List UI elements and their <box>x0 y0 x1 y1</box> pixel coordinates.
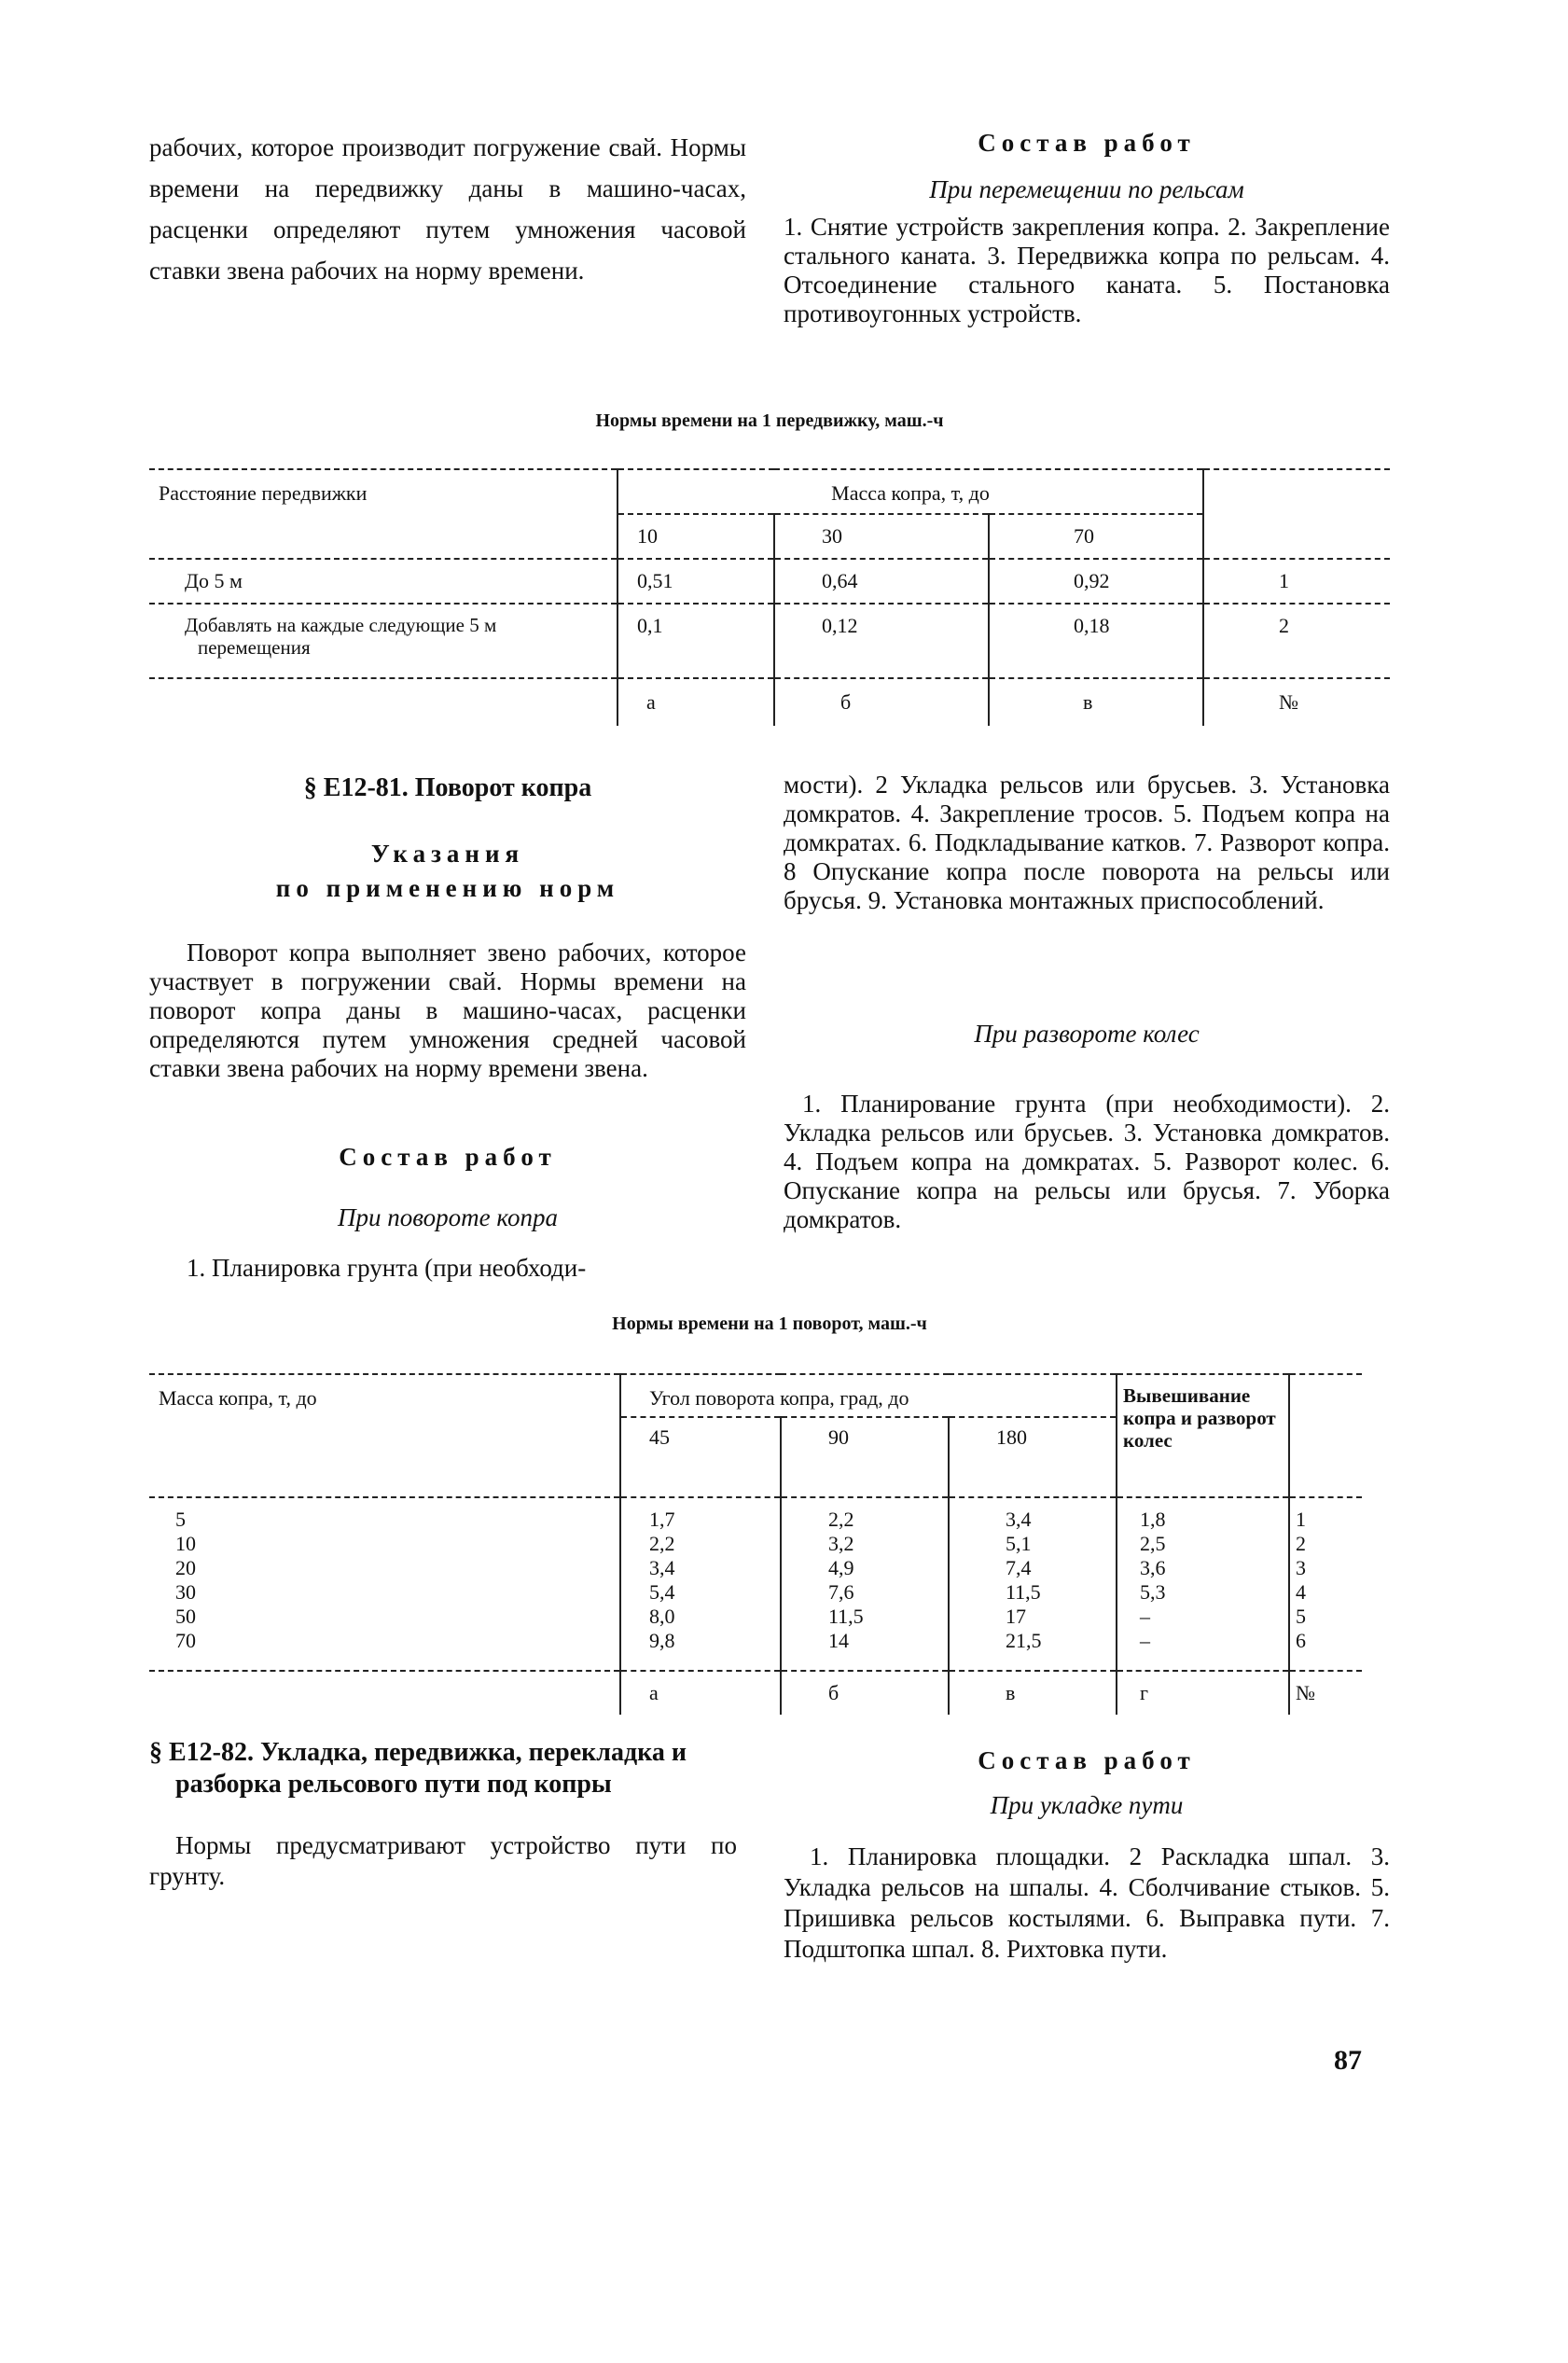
table2-mass-cell <box>149 1497 620 1671</box>
table2-cell: 11,5 <box>828 1605 864 1628</box>
table1-footer-no: № <box>1203 678 1390 726</box>
table2-cell: 1,7 <box>649 1508 675 1531</box>
table2-footer-d: г <box>1117 1671 1289 1715</box>
table2-cell: – <box>1140 1605 1150 1628</box>
table2-cell: 6 <box>1296 1629 1306 1652</box>
table2-cell: 4 <box>1296 1580 1306 1604</box>
table2-cell: 3,4 <box>649 1556 675 1579</box>
table2-cell: 3 <box>1296 1556 1306 1579</box>
section82-text: Нормы предусматривают устройство пути по грунту. <box>149 1831 737 1890</box>
table1-row2-a: 0,1 <box>617 604 774 678</box>
table1-footer-a: а <box>617 678 774 726</box>
table2-mass: 5 <box>175 1508 186 1531</box>
table1-row2-c: 0,18 <box>989 604 1203 678</box>
table2-footer-row <box>149 1671 1362 1715</box>
section82-heading: Состав работ <box>978 1746 1196 1774</box>
table2-header-mass: Масса копра, т, до <box>149 1374 620 1497</box>
col1-top-paragraph: рабочих, которое производит погружение свай. Нормы времени на передвижку даны в машино-часах, расценки определяют путем умножения часовой ставки звена рабочих на норму времени. <box>149 133 746 285</box>
table1-row1-a: 0,51 <box>617 559 774 604</box>
table1-row1-b: 0,64 <box>774 559 989 604</box>
page-number: 87 <box>1334 2045 1362 2076</box>
table2-header-angle: Угол поворота копра, град, до <box>620 1374 1117 1417</box>
table2-cell: 8,0 <box>649 1605 675 1628</box>
table2-cell: 14 <box>828 1629 849 1652</box>
table1-header-mass: Масса копра, т, до <box>617 469 1203 514</box>
section81-text2: 1. Планирование грунта (при необходимости). 2. Укладка рельсов или брусьев. 3. Установка домкратов. 4. Подъем копра на домкратах. 5. Разворот колес. 6. Опускание копра на рельсы или брусья. 7. Уборка домкратов. <box>784 1090 1390 1233</box>
table2-col45 <box>620 1497 781 1671</box>
table2-cell: 7,6 <box>828 1580 854 1604</box>
table2-cell: 2,5 <box>1140 1532 1166 1555</box>
table1-row1-label: До 5 м <box>149 559 617 604</box>
table1-mass-10: 10 <box>617 514 774 559</box>
table1-row2-label: Добавлять на каждые следующие 5 м перемещения <box>149 604 617 678</box>
section82-list: 1. Планировка площадки. 2 Раскладка шпал. 3. Укладка рельсов на шпалы. 4. Сболчивание стыков. 5. Пришивка рельсов костылями. 6. Выправка пути. 7. Подштопка шпал. 8. Рихтовка пути. <box>784 1842 1390 1963</box>
top-right-text: 1. Снятие устройств закрепления копра. 2. Закрепление стального каната. 3. Передвижка копра по рельсам. 4. Отсоединение стального каната. 5. Постановка противоугонных устройств. <box>784 213 1390 327</box>
section81-subheading: При повороте копра <box>338 1203 558 1231</box>
table2-cell: 9,8 <box>649 1629 675 1652</box>
table1-caption: Нормы времени на 1 передвижку, маш.-ч <box>595 410 944 431</box>
table2-mass: 50 <box>175 1605 196 1628</box>
table2-col180 <box>949 1497 1117 1671</box>
table2-header-row <box>149 1374 1362 1417</box>
section81-guide-line1: Указания <box>370 840 525 868</box>
table2-footer-b: б <box>781 1671 949 1715</box>
table2-cell: 5,1 <box>1006 1532 1032 1555</box>
table-row <box>149 604 1390 678</box>
table1 <box>149 468 1390 726</box>
table1-mass-30: 30 <box>774 514 989 559</box>
table2-col90 <box>781 1497 949 1671</box>
table2-cell: – <box>1140 1629 1150 1652</box>
section81-text-start: 1. Планировка грунта (при необходи- <box>187 1254 587 1282</box>
table2-cell: 1 <box>1296 1508 1306 1531</box>
section81-guide-line2: по применению норм <box>275 874 620 902</box>
table2-cell: 2,2 <box>649 1532 675 1555</box>
table2-body-row <box>149 1497 1362 1671</box>
table1-mass-70: 70 <box>989 514 1203 559</box>
table2-mass: 10 <box>175 1532 196 1555</box>
table2-cell: 21,5 <box>1006 1629 1042 1652</box>
table2-cell: 5 <box>1296 1605 1306 1628</box>
table2-footer-c: в <box>949 1671 1117 1715</box>
table-row <box>149 559 1390 604</box>
table2-cell: 5,3 <box>1140 1580 1166 1604</box>
section81-guide-text: Поворот копра выполняет звено рабочих, которое участвует в погружении свай. Нормы времени на поворот копра даны в машино-часах, расценки определяются путем умножения средней часовой ставки звена рабочих на норму времени звена. <box>149 938 746 1082</box>
section82-title: § Е12-82. Укладка, передвижка, перекладка и разборка рельсового пути под копры <box>149 1738 687 1799</box>
table2 <box>149 1373 1362 1715</box>
table2-footer-a: а <box>620 1671 781 1715</box>
table2-colwheel <box>1117 1497 1289 1671</box>
table1-header-distance: Расстояние передвижки <box>149 469 617 559</box>
table2-cell: 7,4 <box>1006 1556 1032 1579</box>
table2-cell: 11,5 <box>1006 1580 1041 1604</box>
table1-footer-row <box>149 678 1390 726</box>
table2-mass: 20 <box>175 1556 196 1579</box>
table2-mass: 30 <box>175 1580 196 1604</box>
table1-footer-b: б <box>774 678 989 726</box>
section81-heading: Состав работ <box>339 1143 557 1171</box>
section81-sub2: При развороте колес <box>974 1020 1200 1048</box>
table1-row1-num: 1 <box>1203 559 1390 604</box>
table1-row2-num: 2 <box>1203 604 1390 678</box>
table1-row1-c: 0,92 <box>989 559 1203 604</box>
table2-cell: 1,8 <box>1140 1508 1166 1531</box>
section82-subheading: При укладке пути <box>990 1791 1184 1819</box>
table2-caption: Нормы времени на 1 поворот, маш.-ч <box>612 1314 927 1334</box>
table2-cell: 5,4 <box>649 1580 675 1604</box>
table2-angle-90: 90 <box>781 1417 949 1497</box>
table2-footer-no: № <box>1289 1671 1362 1715</box>
table2-cell: 2 <box>1296 1532 1306 1555</box>
table2-angle-180: 180 <box>949 1417 1117 1497</box>
top-right-heading: Состав работ <box>978 129 1196 157</box>
table2-colnum <box>1289 1497 1362 1671</box>
table1-footer-c: в <box>989 678 1203 726</box>
table1-row2-b: 0,12 <box>774 604 989 678</box>
table2-cell: 3,6 <box>1140 1556 1166 1579</box>
table2-mass: 70 <box>175 1629 196 1652</box>
table1-header-row <box>149 469 1390 514</box>
top-right-subheading: При перемещении по рельсам <box>929 175 1244 203</box>
table2-cell: 17 <box>1006 1605 1026 1628</box>
section81-text-cont: мости). 2 Укладка рельсов или брусьев. 3. Установка домкратов. 4. Закрепление тросов. 5. Подъем копра на домкратах. 6. Подкладывание катков. 7. Разворот копра. 8 Опускание копра после поворота на рельсы или брусья. 9. Установка монтажных приспособлений. <box>784 771 1390 914</box>
section81-title: § Е12-81. Поворот копра <box>303 773 592 802</box>
table2-cell: 3,4 <box>1006 1508 1032 1531</box>
table2-angle-45: 45 <box>620 1417 781 1497</box>
table2-cell: 4,9 <box>828 1556 854 1579</box>
table2-cell: 3,2 <box>828 1532 854 1555</box>
table2-header-wheels: Вывешивание копра и разворот колес <box>1117 1374 1289 1497</box>
table2-cell: 2,2 <box>828 1508 854 1531</box>
